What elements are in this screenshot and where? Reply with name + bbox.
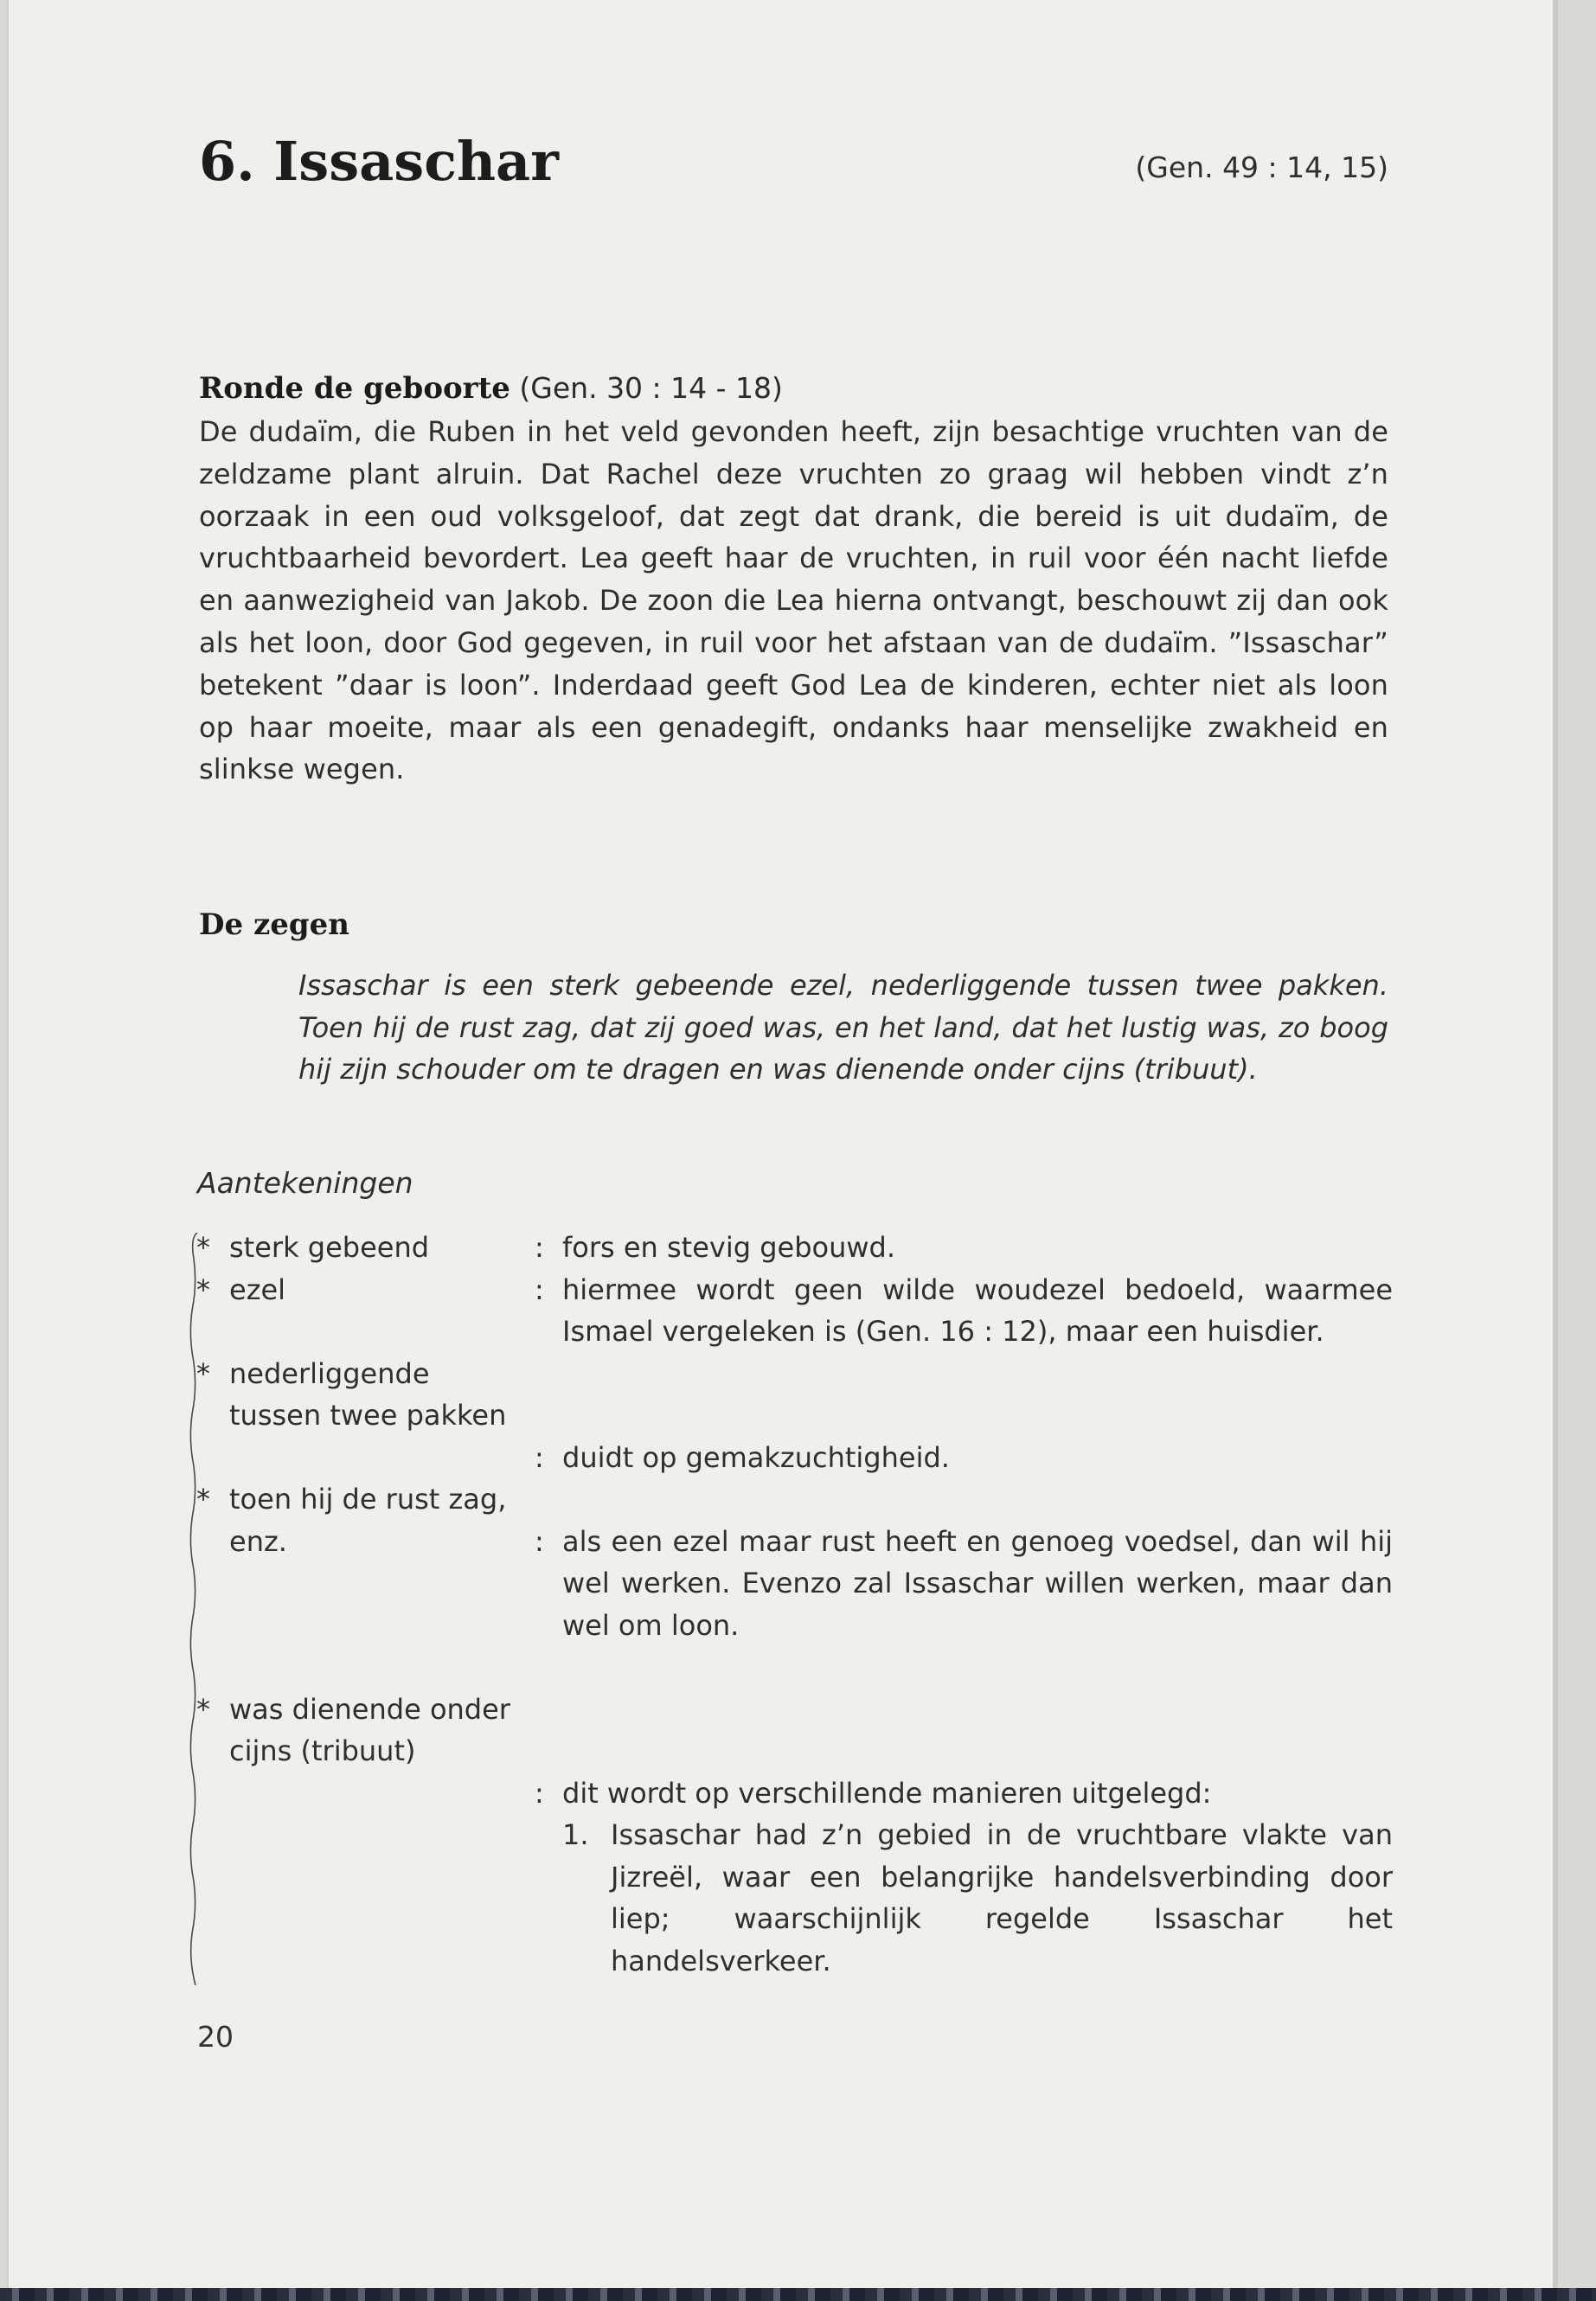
note-star: * <box>196 1272 210 1306</box>
birth-paragraph: De dudaïm, die Ruben in het veld gevonden heeft, zijn besachtige vruchten van de zeldzame plant alruin. Dat Rachel deze vruchten zo graag wil hebben vindt z’n oorzaak in een oud volksgeloof, dat zegt dat drank, die bereid is uit dudaïm, de vruchtbaarheid bevordert. Lea geeft haar de vruchten, in ruil voor één nacht liefde en aanwezigheid van Jakob. De zoon die Lea hierna ontvangt, beschouwt zij dan ook als het loon, door God gegeven, in ruil voor het afstaan van de dudaïm. ”Issaschar” betekent ”daar is loon”. Inderdaad geeft God Lea de kinderen, echter niet als loon op haar moeite, maar als een genadegift, ondanks haar menselijke zwakheid en slinkse wegen. <box>199 415 1388 786</box>
note-colon: : <box>535 1776 544 1810</box>
note-term: nederliggende tussen twee pakken <box>229 1356 507 1432</box>
blessing-heading-title: De zegen <box>199 907 350 942</box>
note-subitem <box>562 1814 1393 1982</box>
note-item <box>195 1689 1393 1983</box>
note-term: toen hij de rust zag, enz. <box>229 1483 507 1558</box>
chapter-title: 6. Issaschar <box>199 130 559 193</box>
birth-heading <box>199 368 1388 409</box>
note-definition: duidt op gemakzuchtigheid. <box>562 1440 950 1474</box>
birth-section <box>199 368 1388 791</box>
note-star: * <box>196 1231 210 1264</box>
notes-list <box>195 1227 1393 1982</box>
chapter-reference: (Gen. 49 : 14, 15) <box>1135 151 1388 184</box>
chapter-header <box>199 130 1388 208</box>
note-colon: : <box>535 1231 544 1264</box>
note-item <box>195 1353 1393 1479</box>
blessing-quote: Issaschar is een sterk gebeende ezel, nederliggende tussen twee pakken. Toen hij de rust zag, dat zij goed was, en het land, dat het lustig was, zo boog hij zijn schouder om te dragen en was dienende onder cijns (tribuut). <box>298 969 1388 1086</box>
scan-border-strip <box>0 2288 1596 2301</box>
note-term: sterk gebeend <box>229 1231 430 1264</box>
note-definition: hiermee wordt geen wilde woudezel bedoeld, waarmee Ismael vergeleken is (Gen. 16 : 12), maar een huisdier. <box>562 1272 1393 1348</box>
note-term: was dienende onder cijns (tribuut) <box>229 1692 510 1767</box>
birth-heading-title: Ronde de geboorte <box>199 371 510 406</box>
page-edge <box>1553 0 1558 2292</box>
note-star: * <box>196 1356 210 1390</box>
note-colon: : <box>535 1440 544 1474</box>
note-subitem-text: Issaschar had z’n gebied in de vruchtbare vlakte van Jizreël, waar een belangrijke handelsverbinding door liep; waarschijnlijk regelde Issaschar het handelsverkeer. <box>611 1818 1393 1977</box>
note-subitem-number: 1. <box>562 1818 589 1851</box>
note-item <box>195 1227 1393 1269</box>
note-definition: dit wordt op verschillende manieren uitgelegd: <box>562 1776 1212 1810</box>
note-item <box>195 1478 1393 1646</box>
note-sublist <box>562 1814 1393 1982</box>
note-term: ezel <box>229 1272 286 1306</box>
note-colon: : <box>535 1272 544 1306</box>
note-colon: : <box>535 1524 544 1558</box>
note-item <box>195 1269 1393 1353</box>
blessing-section <box>199 904 1388 947</box>
note-definition: fors en stevig gebouwd. <box>562 1231 896 1264</box>
note-star: * <box>196 1692 210 1726</box>
blessing-heading <box>199 904 1388 945</box>
note-star: * <box>196 1483 210 1516</box>
notes-heading: Aantekeningen <box>197 1166 413 1200</box>
note-definition-block <box>562 1689 1393 1983</box>
birth-heading-reference: (Gen. 30 : 14 - 18) <box>519 371 783 405</box>
page-number: 20 <box>197 2020 234 2054</box>
note-definition: als een ezel maar rust heeft en genoeg voedsel, dan wil hij wel werken. Evenzo zal Issaschar willen werken, maar dan wel om loon. <box>562 1524 1393 1642</box>
